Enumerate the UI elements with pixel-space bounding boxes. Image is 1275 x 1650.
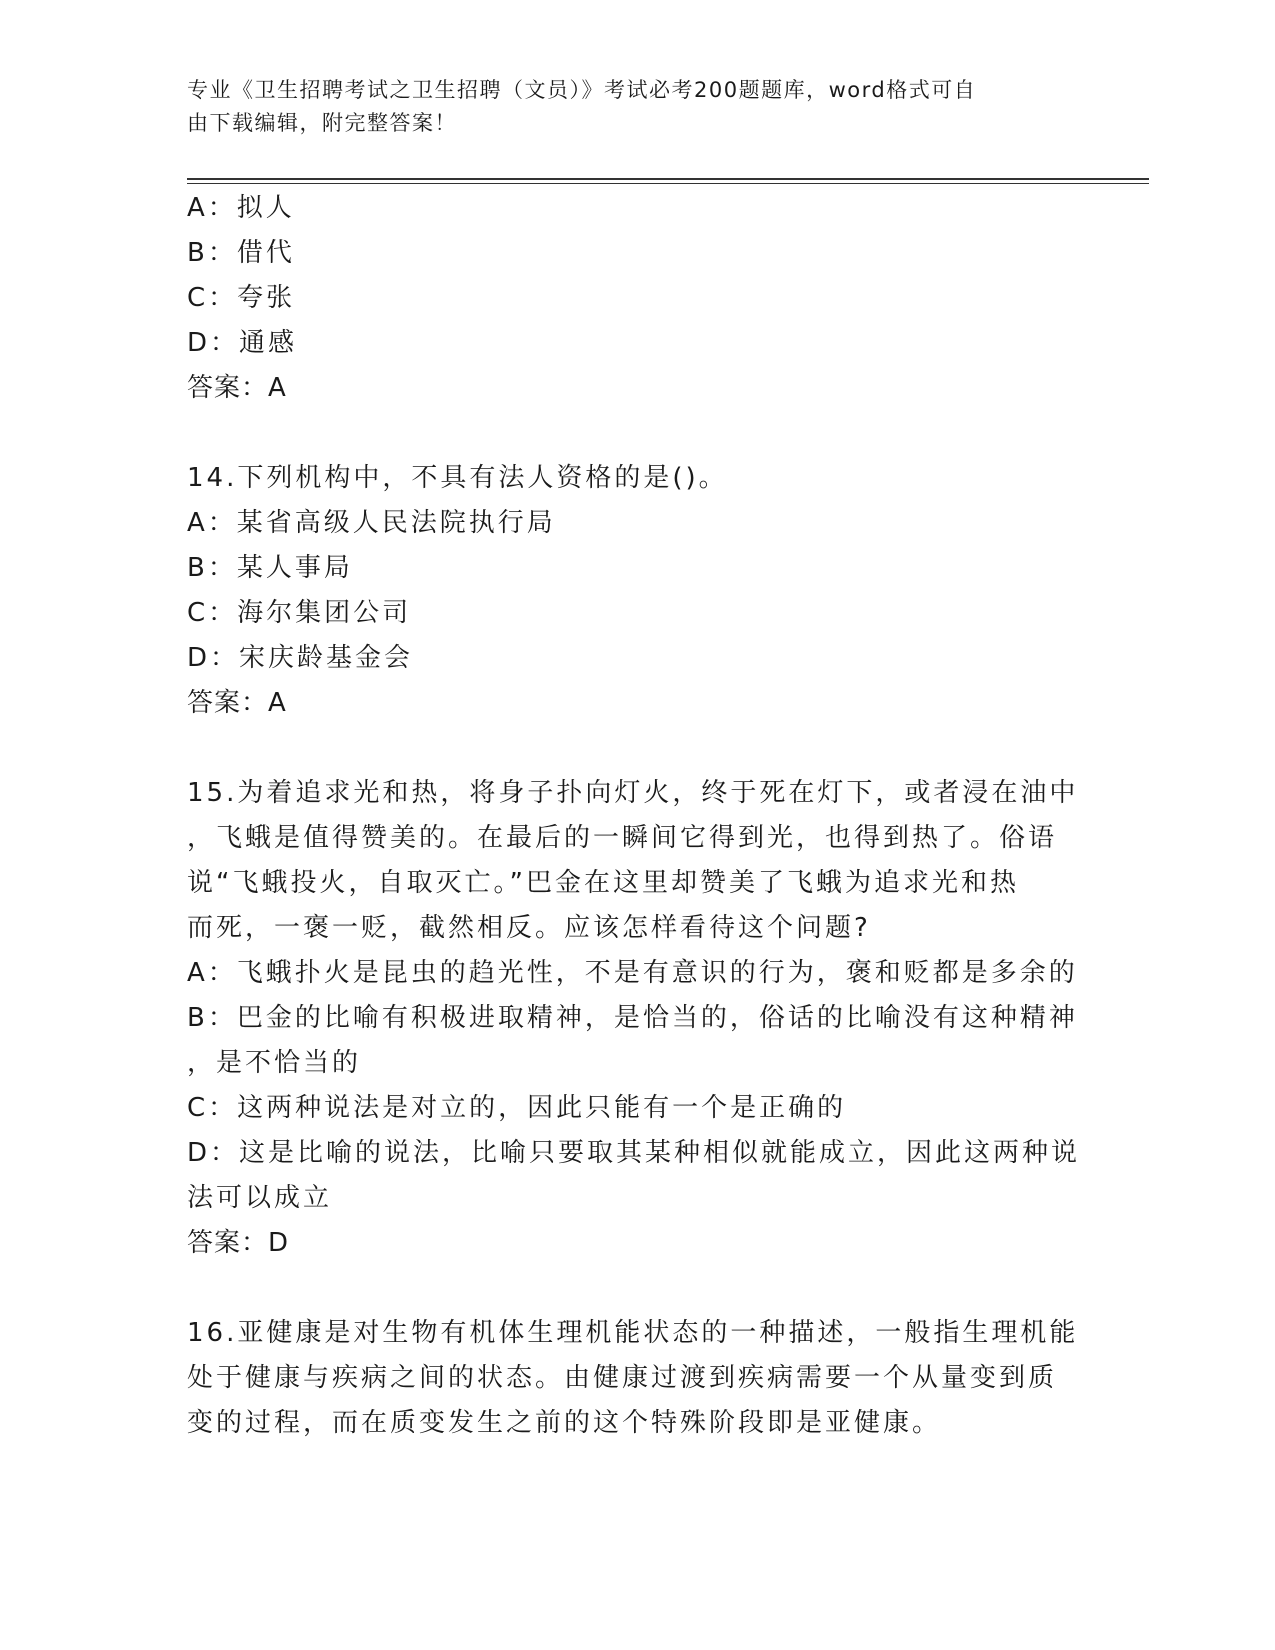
- q14-question: 14.下列机构中，不具有法人资格的是()。: [187, 463, 728, 493]
- q15-question-line: 15.为着追求光和热，将身子扑向灯火，终于死在灯下，或者浸在油中: [187, 778, 1079, 808]
- document-body: [187, 186, 1082, 1446]
- q13-option-b: B：借代: [187, 238, 295, 268]
- question-16-block: [187, 1311, 1082, 1446]
- question-13-block: [187, 186, 1082, 411]
- q15-option-b-line: B：巴金的比喻有积极进取精神，是恰当的，俗话的比喻没有这种精神: [187, 1003, 1078, 1033]
- q13-option-d: D：通感: [187, 328, 298, 358]
- header-divider-thin: [187, 183, 1149, 184]
- q15-question-line: 而死，一褒一贬，截然相反。应该怎样看待这个问题?: [187, 913, 871, 943]
- q16-question-line: 16.亚健康是对生物有机体生理机能状态的一种描述，一般指生理机能: [187, 1318, 1079, 1348]
- q14-option-c: C：海尔集团公司: [187, 598, 412, 628]
- q15-answer: 答案：D: [187, 1228, 290, 1258]
- header-divider-thick: [187, 178, 1149, 180]
- q15-option-a: A：飞蛾扑火是昆虫的趋光性，不是有意识的行为，褒和贬都是多余的: [187, 958, 1078, 988]
- document-header: [187, 74, 1087, 140]
- q14-option-a: A：某省高级人民法院执行局: [187, 508, 556, 538]
- q15-option-c: C：这两种说法是对立的，因此只能有一个是正确的: [187, 1093, 847, 1123]
- header-line-2: 由下载编辑，附完整答案！: [187, 111, 457, 135]
- q15-option-d-line: D：这是比喻的说法，比喻只要取其某种相似就能成立，因此这两种说: [187, 1138, 1081, 1168]
- spacer: [187, 726, 1082, 771]
- q15-question-line: ，飞蛾是值得赞美的。在最后的一瞬间它得到光，也得到热了。俗语: [187, 823, 1058, 853]
- q15-option-d-line: 法可以成立: [187, 1183, 333, 1213]
- question-15-block: [187, 771, 1082, 1266]
- q13-answer: 答案：A: [187, 373, 287, 403]
- q16-question-line: 处于健康与疾病之间的状态。由健康过渡到疾病需要一个从量变到质: [187, 1363, 1058, 1393]
- q16-question-line: 变的过程，而在质变发生之前的这个特殊阶段即是亚健康。: [187, 1408, 942, 1438]
- spacer: [187, 411, 1082, 456]
- q14-option-b: B：某人事局: [187, 553, 353, 583]
- q14-answer: 答案：A: [187, 688, 287, 718]
- q15-option-b-line: ，是不恰当的: [187, 1048, 362, 1078]
- q13-option-a: A：拟人: [187, 193, 295, 223]
- q13-option-c: C：夸张: [187, 283, 296, 313]
- header-line-1: 专业《卫生招聘考试之卫生招聘（文员）》考试必考200题题库，word格式可自: [187, 78, 977, 102]
- q15-question-line: 说“飞蛾投火，自取灭亡。”巴金在这里却赞美了飞蛾为追求光和热: [187, 868, 1019, 898]
- spacer: [187, 1266, 1082, 1311]
- q14-option-d: D：宋庆龄基金会: [187, 643, 414, 673]
- question-14-block: [187, 456, 1082, 726]
